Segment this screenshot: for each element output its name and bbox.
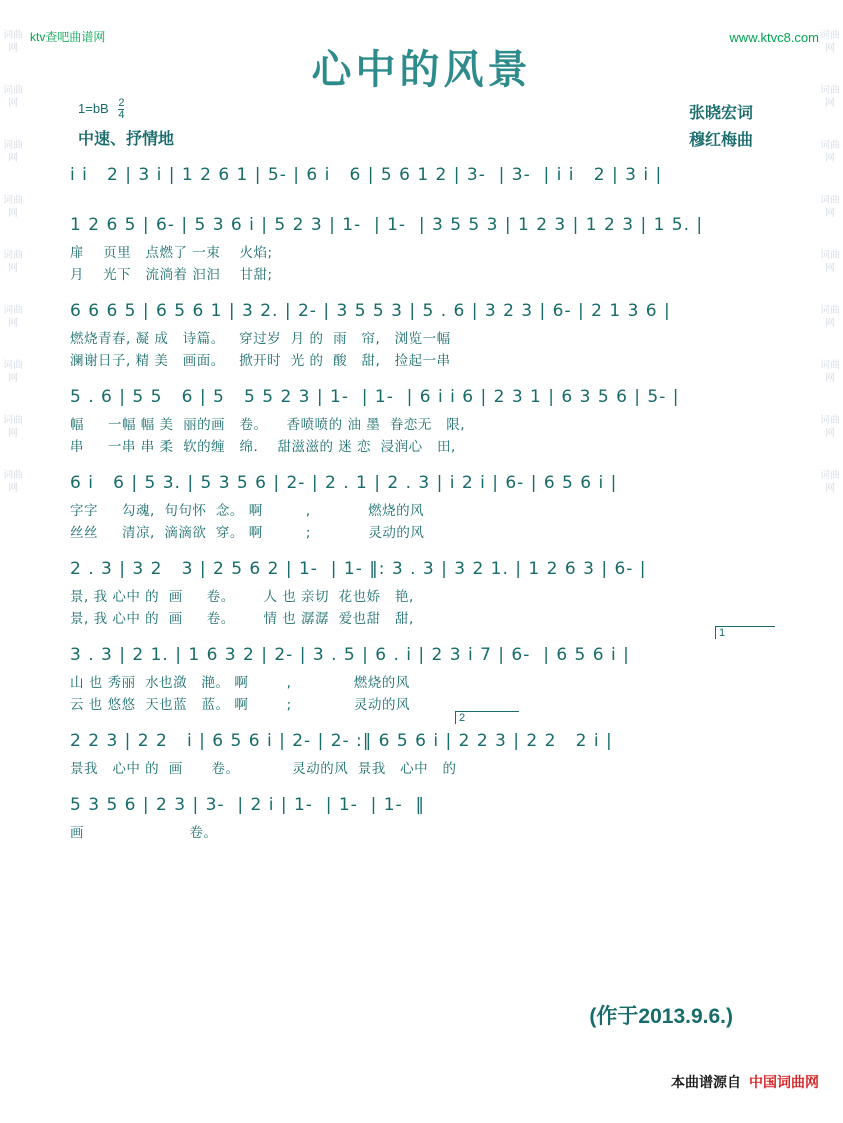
lyric-row-verse2: 串 一串 串 柔 软的缠 绵. 甜滋滋的 迷 恋 浸润心 田, <box>70 439 456 455</box>
note-row: 6 i 6 | 5 3. | 5 3 5 6 | 2- | 2 . 1 | 2 . 3 | i 2 i | 6- | 6 5 6 i | <box>70 473 618 493</box>
note-row: 5 3 5 6 | 2 3 | 3- | 2 i | 1- | 1- | 1- ‖ <box>70 795 425 815</box>
system-spacer <box>70 630 775 638</box>
score-system <box>0 712 843 788</box>
note-row: 2 . 3 | 3 2 3 | 2 5 6 2 | 1- | 1- ‖: 3 . 3 | 3 2 1. | 1 2 6 3 | 6- | <box>70 559 647 579</box>
source-footer <box>671 1072 819 1092</box>
lyric-row-verse2: 丝丝 清凉, 滴滴欲 穿。 啊 ; 灵动的风 <box>70 525 425 541</box>
lyric-row-verse1: 景, 我 心中 的 画 卷。 人 也 亲切 花也娇 艳, <box>70 589 414 605</box>
watermark-text: 词曲网 <box>820 85 840 109</box>
second-ending-bracket: 2 <box>455 711 519 724</box>
time-signature <box>118 98 124 121</box>
score-system <box>0 627 843 724</box>
watermark-text: 词曲网 <box>3 250 23 274</box>
watermark-text: 词曲网 <box>3 415 23 439</box>
watermark-text: 词曲网 <box>3 470 23 494</box>
watermark-text: 词曲网 <box>3 195 23 219</box>
site-url-right[interactable]: www.ktvc8.com <box>729 30 819 45</box>
score-system <box>0 294 843 380</box>
watermark-text: 词曲网 <box>820 195 840 219</box>
lyricist-credit: 张晓宏词 <box>688 105 753 122</box>
lyric-row-verse2: 景, 我 心中 的 画 卷。 情 也 潺潺 爱也甜 甜, <box>70 611 414 627</box>
watermark-text: 词曲网 <box>3 85 23 109</box>
key-signature <box>78 98 124 121</box>
watermark-text: 词曲网 <box>3 140 23 164</box>
note-row: 2 2 3 | 2 2 i | 6 5 6 i | 2- | 2- :‖ 6 5 6 i | 2 2 3 | 2 2 2 i | <box>70 731 613 751</box>
system-spacer <box>70 458 775 466</box>
watermark-text: 词曲网 <box>820 140 840 164</box>
watermark-text: 词曲网 <box>820 415 840 439</box>
watermark-text: 词曲网 <box>3 305 23 329</box>
credits <box>689 100 753 154</box>
score-system <box>0 380 843 466</box>
lyric-row-verse1: 扉 页里 点燃了 一束 火焰; <box>70 245 273 261</box>
lyric-row-verse2: 澜谢日子, 精 美 画面。 掀开时 光 的 酸 甜, 捡起一串 <box>70 353 451 369</box>
system-spacer <box>70 286 775 294</box>
watermark-text: 词曲网 <box>820 30 840 54</box>
lyric-row-verse1: 燃烧青春, 凝 成 诗篇。 穿过岁 月 的 雨 帘, 浏览一幅 <box>70 331 451 347</box>
score-system <box>0 158 843 208</box>
note-row: i i 2 | 3 i | 1 2 6 1 | 5- | 6 i 6 | 5 6 1 2 | 3- | 3- | i i 2 | 3 i | <box>70 165 663 185</box>
watermark-text: 词曲网 <box>3 30 23 54</box>
system-spacer <box>70 716 775 724</box>
first-ending-bracket: 1 <box>715 626 775 639</box>
system-spacer <box>70 780 775 788</box>
note-row: 5 . 6 | 5 5 6 | 5 5 5 2 3 | 1- | 1- | 6 i i 6 | 2 3 1 | 6 3 5 6 | 5- | <box>70 387 680 407</box>
score-system <box>0 208 843 294</box>
note-row: 1 2 6 5 | 6- | 5 3 6 i | 5 2 3 | 1- | 1- | 3 5 5 3 | 1 2 3 | 1 2 3 | 1 5. | <box>70 215 704 235</box>
lyric-row-verse1: 画 卷。 <box>70 825 218 841</box>
key-label: 1=bB <box>78 100 109 116</box>
lyric-row-verse1: 景我 心中 的 画 卷。 灵动的风 景我 心中 的 <box>70 761 457 777</box>
watermark-text: 词曲网 <box>820 470 840 494</box>
lyric-row-verse1: 山 也 秀丽 水也潋 滟。 啊 , 燃烧的风 <box>70 675 410 691</box>
composer-credit: 穆红梅曲 <box>688 132 753 150</box>
site-label-left: ktv查吧曲谱网 <box>30 30 106 44</box>
time-signature-numerator: 2 <box>118 97 125 109</box>
source-label: 本曲谱源自 <box>671 1074 741 1090</box>
note-row: 6 6 6 5 | 6 5 6 1 | 3 2. | 2- | 3 5 5 3 | 5 . 6 | 3 2 3 | 6- | 2 1 3 6 | <box>70 301 671 321</box>
watermark-text: 词曲网 <box>820 305 840 329</box>
time-signature-denominator: 4 <box>118 109 125 121</box>
source-site[interactable]: 中国词曲网 <box>749 1074 819 1090</box>
watermark-text: 词曲网 <box>3 360 23 384</box>
lyric-row-verse2: 云 也 悠悠 天也蓝 蓝。 啊 ; 灵动的风 <box>70 697 410 713</box>
score-system <box>0 466 843 552</box>
system-spacer <box>70 192 775 208</box>
score-system <box>0 788 843 844</box>
page-title: 心中的风景 <box>311 47 532 93</box>
system-spacer <box>70 544 775 552</box>
watermark-text: 词曲网 <box>820 360 840 384</box>
lyric-row-verse1: 幅 一幅 幅 美 丽的画 卷。 香喷喷的 油 墨 眷恋无 限, <box>70 417 465 433</box>
system-spacer <box>70 372 775 380</box>
note-row: 3 . 3 | 2 1. | 1 6 3 2 | 2- | 3 . 5 | 6 . i | 2 3 i 7 | 6- | 6 5 6 i | <box>70 645 630 665</box>
watermark-text: 词曲网 <box>820 250 840 274</box>
lyric-row-verse1: 字字 勾魂, 句句怀 念。 啊 , 燃烧的风 <box>70 503 425 519</box>
tempo-marking: 中速、抒情地 <box>78 131 175 148</box>
composed-date: (作于2013.9.6.) <box>589 1005 733 1028</box>
lyric-row-verse2: 月 光下 流淌着 汩汩 甘甜; <box>70 267 273 283</box>
music-score <box>0 158 843 844</box>
